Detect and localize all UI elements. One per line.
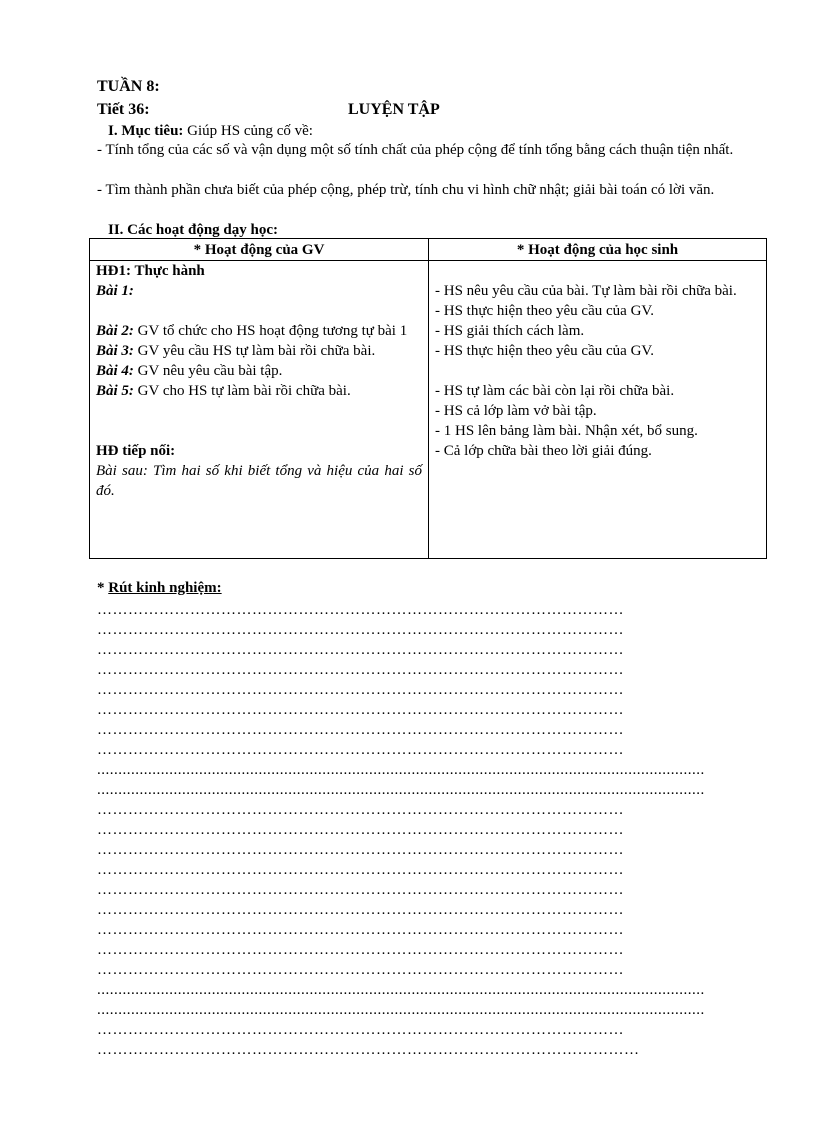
bai3-item [96, 341, 422, 361]
objective-item: - Tìm thành phần chưa biết của phép cộng, phép trừ, tính chu vi hình chữ nhật; giải bài toán có lời văn. [97, 182, 715, 198]
spacer [96, 301, 422, 321]
bai4-label: Bài 4: [96, 363, 134, 379]
notes-line: ………………………………………………………………………………………… [97, 602, 624, 618]
notes-line: ………………………………………………………………………………………… [97, 702, 624, 718]
student-activity: - HS cả lớp làm vở bài tập. [435, 403, 597, 419]
notes-line: ………………………………………………………………………………………… [97, 882, 624, 898]
notes-line: ………………………………………………………………………………………… [97, 662, 624, 678]
followup-heading: HĐ tiếp nối: [96, 443, 176, 459]
objectives-heading-label: I. Mục tiêu: [108, 123, 184, 139]
experience-heading [97, 578, 222, 598]
student-activities-cell [429, 261, 767, 559]
bai2-item [96, 321, 422, 341]
notes-line: ………………………………………………………………………………………… [97, 742, 624, 758]
bai3-text: GV yêu cầu HS tự làm bài rồi chữa bài. [133, 343, 376, 359]
bai1-label: Bài 1: [96, 283, 134, 299]
notes-line: ............................................................................................................................................... [97, 982, 705, 998]
activities-heading: II. Các hoạt động dạy học: [108, 222, 279, 238]
lesson-number: Tiết 36: [97, 101, 150, 118]
student-activity: - HS nêu yêu cầu của bài. Tự làm bài rồi chữa bài. [435, 283, 737, 299]
lesson-title: LUYỆN TẬP [348, 101, 440, 118]
objectives-heading-text: Giúp HS củng cố về: [183, 123, 313, 139]
student-activity: - Cả lớp chữa bài theo lời giải đúng. [435, 443, 652, 459]
hd1-heading: HĐ1: Thực hành [96, 263, 205, 279]
next-lesson-text: Tìm hai số khi biết tổng và hiệu của hai số đó. [96, 463, 422, 499]
objective-item: - Tính tổng của các số và vận dụng một số tính chất của phép cộng để tính tổng bằng cách thuận tiện nhất. [97, 142, 734, 158]
student-activity: - HS giải thích cách làm. [435, 323, 585, 339]
next-lesson [96, 461, 422, 501]
notes-line: ………………………………………………………………………………………… [97, 1022, 624, 1038]
student-activity: - 1 HS lên bảng làm bài. Nhận xét, bổ sung. [435, 423, 698, 439]
bai4-text: GV nêu yêu cầu bài tập. [133, 363, 283, 379]
bai5-text: GV cho HS tự làm bài rồi chữa bài. [133, 383, 351, 399]
bai4-item [96, 361, 422, 381]
notes-line: ………………………………………………………………………………………… [97, 862, 624, 878]
teacher-activities-cell [90, 261, 429, 559]
notes-line: ………………………………………………………………………………………… [97, 722, 624, 738]
spacer [96, 421, 422, 441]
notes-line: …………………………………………………………………………………………… [97, 1042, 640, 1058]
bai2-text: GV tổ chức cho HS hoạt động tương tự bài 1 [133, 323, 408, 339]
student-column-header: * Hoạt động của học sinh [429, 239, 767, 261]
bai5-item [96, 381, 422, 401]
week-label: TUẦN 8: [97, 78, 160, 95]
activities-table [89, 238, 767, 559]
notes-line: ………………………………………………………………………………………… [97, 802, 624, 818]
notes-line: ............................................................................................................................................... [97, 1002, 705, 1018]
next-lesson-label: Bài sau: [96, 463, 153, 479]
bai5-label: Bài 5: [96, 383, 134, 399]
experience-heading-text: Rút kinh nghiệm: [108, 580, 222, 596]
notes-line: ………………………………………………………………………………………… [97, 942, 624, 958]
notes-line: ………………………………………………………………………………………… [97, 822, 624, 838]
notes-line: ............................................................................................................................................... [97, 762, 705, 778]
objectives-heading [108, 121, 313, 141]
student-activity: - HS thực hiện theo yêu cầu của GV. [435, 343, 655, 359]
teacher-column-header: * Hoạt động của GV [90, 239, 429, 261]
notes-line: ………………………………………………………………………………………… [97, 642, 624, 658]
spacer [96, 401, 422, 421]
notes-line: ………………………………………………………………………………………… [97, 682, 624, 698]
notes-line: ………………………………………………………………………………………… [97, 962, 624, 978]
spacer [435, 261, 760, 281]
experience-star: * [97, 580, 109, 596]
student-activity: - HS tự làm các bài còn lại rồi chữa bài. [435, 383, 675, 399]
notes-line: ………………………………………………………………………………………… [97, 922, 624, 938]
notes-line: ………………………………………………………………………………………… [97, 622, 624, 638]
spacer [435, 361, 760, 381]
notes-line: ............................................................................................................................................... [97, 782, 705, 798]
student-activity: - HS thực hiện theo yêu cầu của GV. [435, 303, 655, 319]
bai3-label: Bài 3: [96, 343, 134, 359]
notes-line: ………………………………………………………………………………………… [97, 902, 624, 918]
notes-line: ………………………………………………………………………………………… [97, 842, 624, 858]
bai2-label: Bài 2: [96, 323, 134, 339]
